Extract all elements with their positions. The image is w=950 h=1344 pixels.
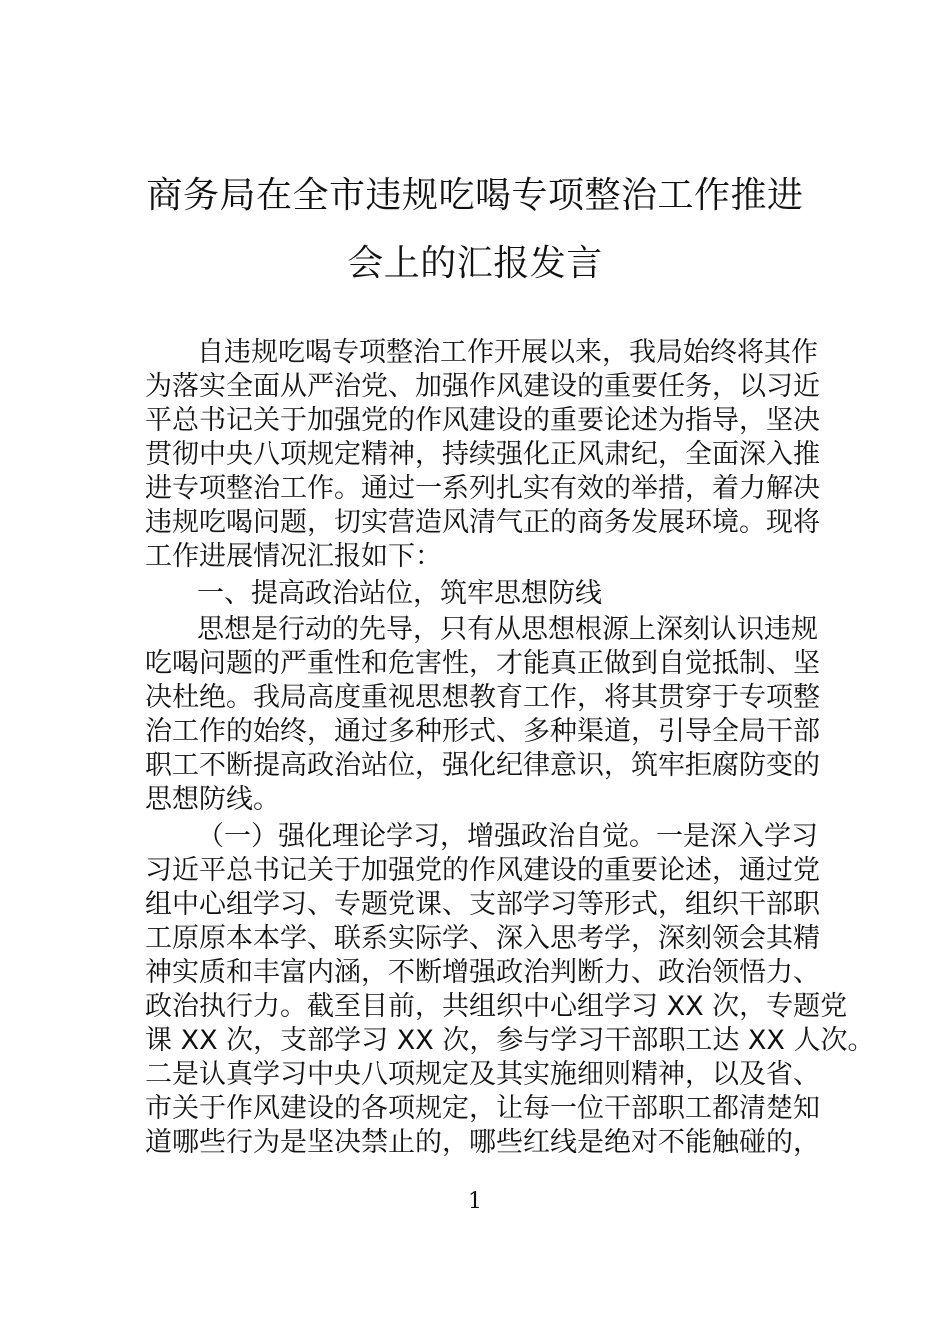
body-line: 市关于作风建设的各项规定，让每一位干部职工都清楚知 xyxy=(145,1093,820,1124)
body-line: 吃喝问题的严重性和危害性，才能真正做到自觉抵制、坚 xyxy=(145,648,820,679)
page-number: 1 xyxy=(468,1189,482,1214)
body-line: 政治执行力。截至目前，共组织中心组学习 XX 次，专题党 xyxy=(145,991,848,1022)
body-line: 平总书记关于加强党的作风建设的重要论述为指导，坚决 xyxy=(145,405,820,436)
body-line: 思想是行动的先导，只有从思想根源上深刻认识违规 xyxy=(197,614,818,645)
body-line: 神实质和丰富内涵，不断增强政治判断力、政治领悟力、 xyxy=(145,957,820,988)
body-line: 决杜绝。我局高度重视思想教育工作，将其贯穿于专项整 xyxy=(145,682,820,713)
body-line: 治工作的始终，通过多种形式、多种渠道，引导全局干部 xyxy=(145,716,820,747)
section-heading: 一、提高政治站位，筑牢思想防线 xyxy=(197,578,602,609)
document-title-line-1: 商务局在全市违规吃喝专项整治工作推进 xyxy=(146,175,804,216)
subsection-line: （一）强化理论学习，增强政治自觉。一是深入学习 xyxy=(197,821,818,852)
body-line: 进专项整治工作。通过一系列扎实有效的举措，着力解决 xyxy=(145,473,820,504)
body-line: 职工不断提高政治站位，强化纪律意识，筑牢拒腐防变的 xyxy=(145,750,820,781)
body-line: 习近平总书记关于加强党的作风建设的重要论述，通过党 xyxy=(145,855,820,886)
body-line: 违规吃喝问题，切实营造风清气正的商务发展环境。现将 xyxy=(145,507,820,538)
body-line: 二是认真学习中央八项规定及其实施细则精神，以及省、 xyxy=(145,1059,820,1090)
body-line: 道哪些行为是坚决禁止的，哪些红线是绝对不能触碰的， xyxy=(145,1127,820,1158)
body-line: 自违规吃喝专项整治工作开展以来，我局始终将其作 xyxy=(197,337,818,368)
document-title-line-2: 会上的汇报发言 xyxy=(347,243,603,284)
body-line: 组中心组学习、专题党课、支部学习等形式，组织干部职 xyxy=(145,889,820,920)
body-line: 工原原本本学、联系实际学、深入思考学，深刻领会其精 xyxy=(145,923,820,954)
body-line: 为落实全面从严治党、加强作风建设的重要任务，以习近 xyxy=(145,371,820,402)
body-line: 工作进展情况汇报如下： xyxy=(145,541,442,572)
body-line: 贯彻中央八项规定精神，持续强化正风肃纪，全面深入推 xyxy=(145,439,820,470)
body-line: 思想防线。 xyxy=(145,784,280,815)
body-line: 课 XX 次，支部学习 XX 次，参与学习干部职工达 XX 人次。 xyxy=(145,1025,875,1056)
